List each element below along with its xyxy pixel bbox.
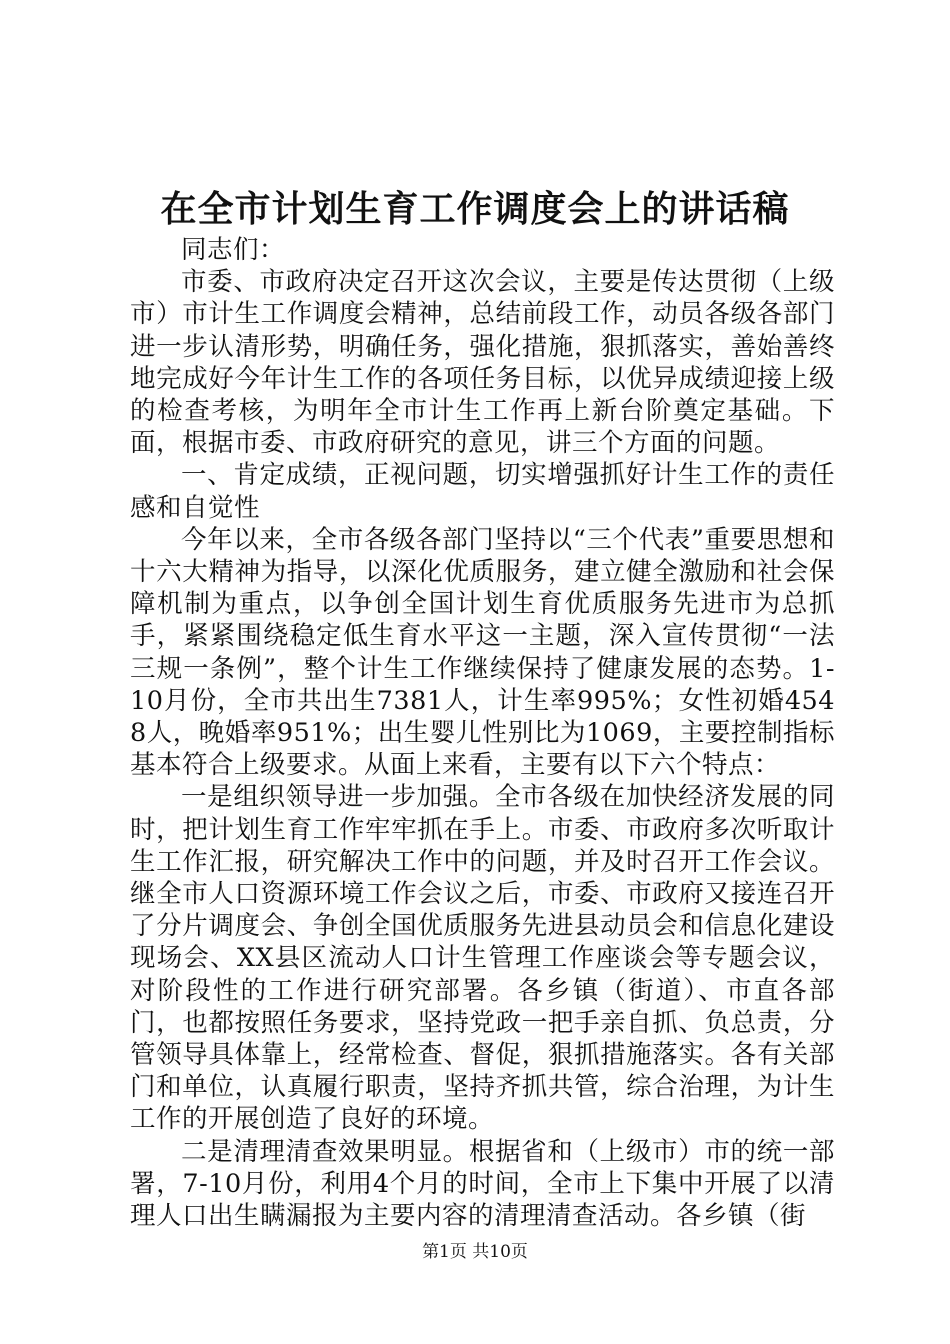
- section-heading-1: 一、肯定成绩，正视问题，切实增强抓好计生工作的责任感和自觉性: [130, 460, 835, 523]
- paragraph-point-2: 二是清理清查效果明显。根据省和（上级市）市的统一部署，7-10月份，利用4个月的时间，全市上下集中开展了以清理人口出生瞒漏报为主要内容的清理清查活动。各乡镇（街: [130, 1136, 835, 1232]
- page-footer: 第1页 共10页: [422, 1242, 528, 1262]
- document-title: 在全市计划生育工作调度会上的讲话稿: [160, 188, 790, 230]
- paragraph-achievements: 今年以来，全市各级各部门坚持以“三个代表”重要思想和十六大精神为指导，以深化优质服务，建立健全激励和社会保障机制为重点，以争创全国计划生育优质服务先进市为总抓手，紧紧围绕稳定低生育水平这一主题，深入宣传贯彻“一法三规一条例”，整个计生工作继续保持了健康发展的态势。1-10月份，全市共出生7381人，计生率995%；女性初婚4548人，晚婚率951%；出生婴儿性别比为1069，主要控制指标基本符合上级要求。从面上来看，主要有以下六个特点：: [130, 524, 835, 781]
- document-body: [130, 234, 835, 1232]
- paragraph-point-1: 一是组织领导进一步加强。全市各级在加快经济发展的同时，把计划生育工作牢牢抓在手上。市委、市政府多次听取计生工作汇报，研究解决工作中的问题，并及时召开工作会议。继全市人口资源环境工作会议之后，市委、市政府又接连召开了分片调度会、争创全国优质服务先进县动员会和信息化建设现场会、XX县区流动人口计生管理工作座谈会等专题会议，对阶段性的工作进行研究部署。各乡镇（街道）、市直各部门，也都按照任务要求，坚持党政一把手亲自抓、负总责，分管领导具体靠上，经常检查、督促，狠抓措施落实。各有关部门和单位，认真履行职责，坚持齐抓共管，综合治理，为计生工作的开展创造了良好的环境。: [130, 782, 835, 1135]
- paragraph-intro: 市委、市政府决定召开这次会议，主要是传达贯彻（上级市）市计生工作调度会精神，总结前段工作，动员各级各部门进一步认清形势，明确任务，强化措施，狠抓落实，善始善终地完成好今年计生工作的各项任务目标，以优异成绩迎接上级的检查考核，为明年全市计生工作再上新台阶奠定基础。下面，根据市委、市政府研究的意见，讲三个方面的问题。: [130, 267, 835, 459]
- paragraph-salutation: 同志们：: [181, 235, 286, 265]
